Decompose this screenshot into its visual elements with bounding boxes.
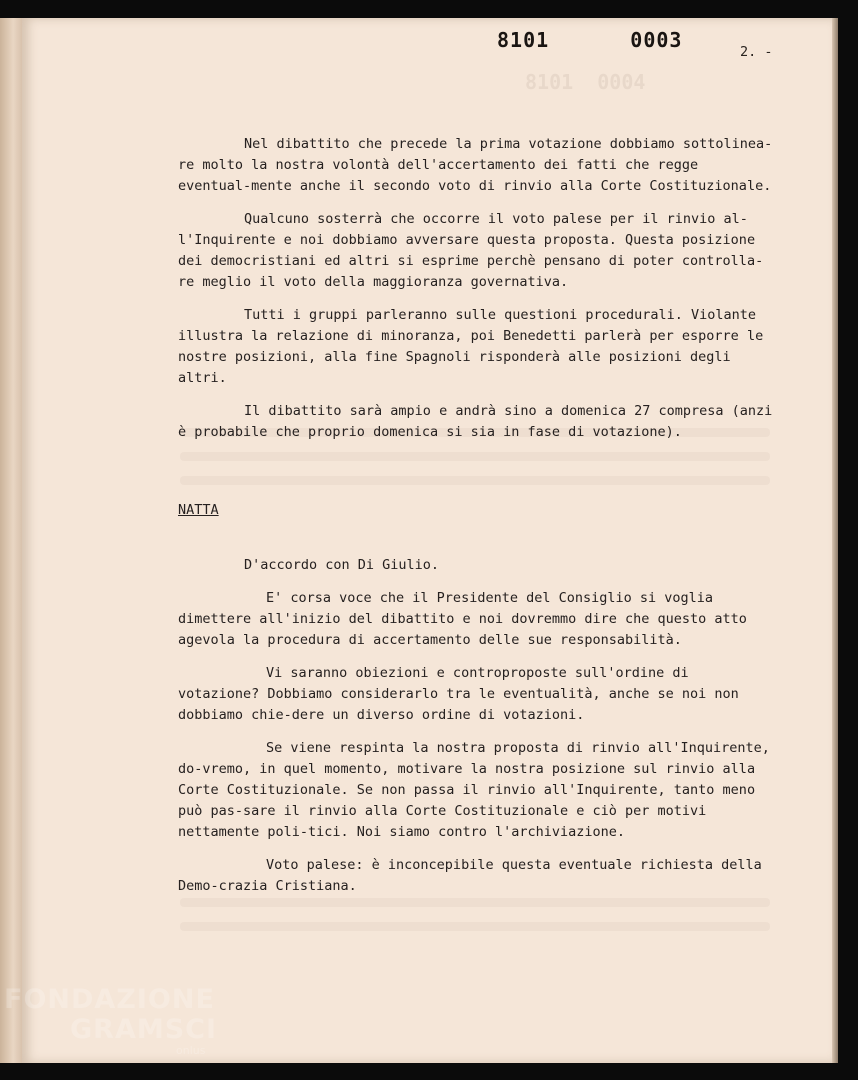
paragraph: Voto palese: è inconcepibile questa eventuale richiesta della Demo-crazia Cristiana.: [178, 857, 762, 894]
show-through-line: [180, 922, 770, 931]
archive-stamp: 8101 0003: [497, 28, 683, 52]
page-number: 2. -: [740, 44, 773, 60]
paragraph: Il dibattito sarà ampio e andrà sino a domenica 27 compresa (anzi è probabile che proprio domenica si sia in fase di votazione).: [178, 403, 773, 440]
paragraph: Se viene respinta la nostra proposta di rinvio all'Inquirente, do-vremo, in quel momento, motivare la nostra posizione sul rinvio alla Corte Costituzionale. Se non passa il rinvio all'Inquirente, tanto meno può pas-sare il rinvio alla Corte Costituzionale e ciò per motivi nettamente poli-tici. Noi siamo contro l'archiviazione.: [178, 740, 770, 840]
speaker-heading: NATTA: [178, 502, 219, 518]
fondazione-gramsci-watermark: [4, 985, 217, 1057]
paragraph: Qualcuno sosterrà che occorre il voto palese per il rinvio al-l'Inquirente e noi dobbiamo avversare questa proposta. Questa posizione dei democristiani ed altri si esprime perchè pensano di poter controlla-re meglio il voto della maggioranza governativa.: [178, 211, 764, 290]
show-through-stamp: 8101 0004: [525, 70, 646, 94]
paragraph: Vi saranno obiezioni e controproposte sull'ordine di votazione? Dobbiamo considerarlo tra le eventualità, anche se noi non dobbiamo chie-dere un diverso ordine di votazioni.: [178, 665, 739, 723]
section-1-text: [178, 134, 778, 455]
section-2-text: [178, 555, 778, 909]
paragraph: D'accordo con Di Giulio.: [244, 557, 440, 573]
page-right-edge: [832, 18, 838, 1063]
watermark-line-2: GRAMSCI: [70, 1014, 218, 1045]
paragraph: E' corsa voce che il Presidente del Consiglio si voglia dimettere all'inizio del dibattito e noi dovremmo dire che questo atto agevola la procedura di accertamento delle sue responsabilità.: [178, 590, 747, 648]
watermark-line-3: onlus: [176, 1044, 206, 1057]
watermark-line-1: FONDAZIONE: [4, 984, 215, 1015]
paragraph: Tutti i gruppi parleranno sulle questioni procedurali. Violante illustra la relazione di minoranza, poi Benedetti parlerà per esporre le nostre posizioni, alla fine Spagnoli risponderà alle posizioni degli altri.: [178, 307, 764, 386]
adjacent-page-edge: [0, 18, 22, 1063]
show-through-line: [180, 476, 770, 485]
paragraph: Nel dibattito che precede la prima votazione dobbiamo sottolinea-re molto la nostra volontà dell'accertamento dei fatti che regge eventual-mente anche il secondo voto di rinvio alla Corte Costituzionale.: [178, 136, 773, 194]
